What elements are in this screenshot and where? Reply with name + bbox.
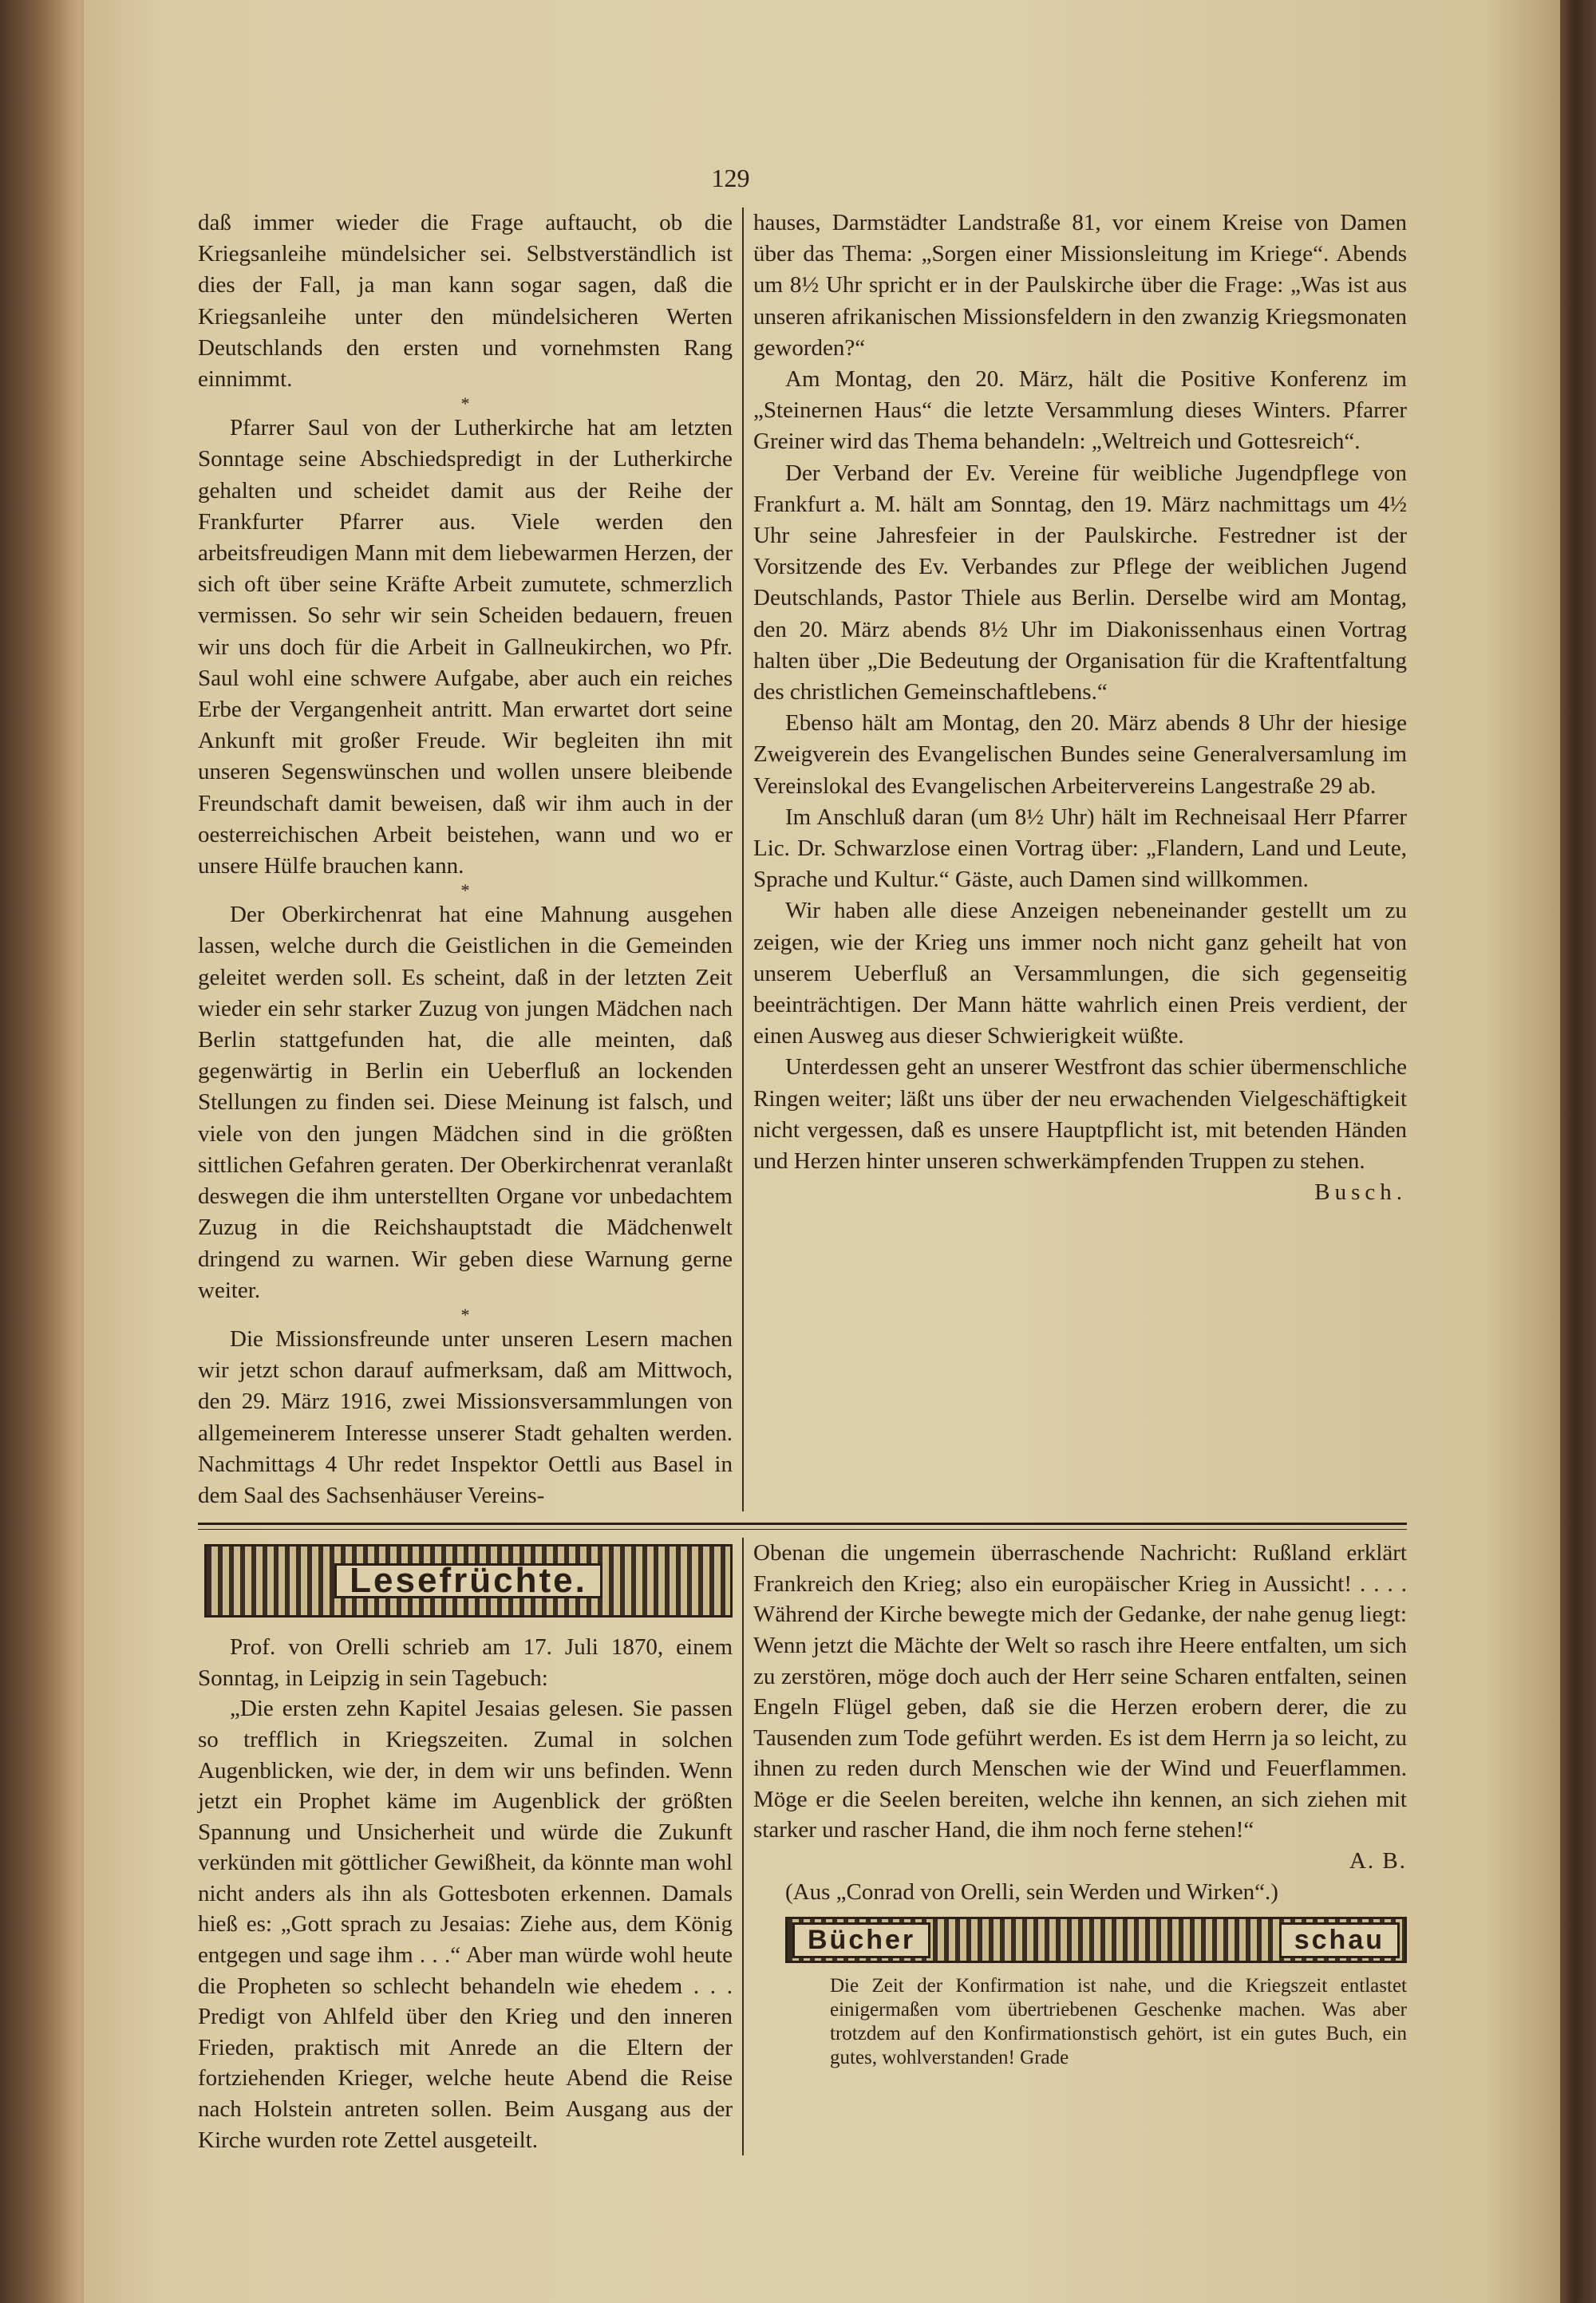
signature: Busch. [1314, 1179, 1407, 1206]
page-number: 129 [711, 164, 750, 192]
paragraph: hauses, Darmstädter Landstraße 81, vor einem Kreise von Damen über das Thema: „Sorgen einer Missionsleitung im Kriege“. Abends um 8½ Uhr spricht er in der Paulskirche über die Frage: „Was ist aus unseren afrikanischen Missionsfeldern in den zwanzig Kriegsmonaten geworden?“ [753, 210, 1407, 361]
separator: * [460, 393, 470, 414]
separator: * [460, 880, 470, 901]
section-rule-thin [198, 1529, 1407, 1530]
paragraph: daß immer wieder die Frage auftaucht, ob die Kriegsanleihe mündelsicher sei. Selbstverständlich ist dies der Fall, ja man kann sogar sagen, daß die Kriegsanleihe unter den mündelsicheren Werten Deutschlands den ersten und vornehmsten Rang einnimmt. [198, 210, 733, 393]
paragraph: Unterdessen geht an unserer Westfront das schier übermenschliche Ringen weiter; läßt uns über der neu erwachenden Vielgeschäftigkeit nicht vergessen, daß es unsere Hauptpflicht ist, mit betenden Händen und Herzen hinter unseren schwerkämpfenden Truppen zu stehen. [753, 1054, 1407, 1175]
banner-title-right: schau [1279, 1922, 1400, 1958]
paragraph: Der Oberkirchenrat hat eine Mahnung ausgehen lassen, welche durch die Geistlichen in die Gemeinden geleitet werden soll. Es scheint, daß in der letzten Zeit wieder ein sehr starker Zuzug von jungen Mädchen nach Berlin stattgefunden hat, die alle meinten, daß gegenwärtig in Berlin ein Ueberfluß an lockenden Stellungen zu finden sei. Diese Meinung ist falsch, und viele von den jungen Mädchen sind in die größten sittlichen Gefahren geraten. Der Oberkirchenrat veranlaßt deswegen die ihm unterstellten Organe vor unbedachtem Zuzug in die Reichshauptstadt die Mädchenwelt dringend zu warnen. Wir geben diese Warnung gerne weiter. [198, 902, 733, 1303]
book-review-text [753, 1974, 1407, 2070]
page-content [198, 0, 1407, 2251]
paragraph: (Aus „Conrad von Orelli, sein Werden und Wirken“.) [785, 1878, 1278, 1905]
paragraph: Wir haben alle diese Anzeigen nebeneinander gestellt um zu zeigen, wie der Krieg uns immer noch nicht ganz geheilt hat von unserem Ueberfluß an Versammlungen, die sich gegenseitig beeinträchtigen. Der Mann hätte wahrlich einen Preis verdient, der einen Ausweg aus dieser Schwierigkeit wüßte. [753, 898, 1407, 1049]
bottom-right-column [744, 1538, 1407, 2070]
paragraph: Pfarrer Saul von der Lutherkirche hat am letzten Sonntage seine Abschiedspredigt in der Lutherkirche gehalten und scheidet damit aus der Reihe der Frankfurter Pfarrer aus. Viele werden den arbeitsfreudigen Mann mit dem liebewarmen Herzen, der sich oft über seine Kräfte Arbeit zumutete, schmerzlich vermissen. So sehr wir sein Scheiden bedauern, freuen wir uns doch für die Arbeit in Gallneukirchen, wo Pfr. Saul wohl eine schwere Aufgabe, aber auch ein reiches Erbe der Vergangenheit antritt. Man erwartet dort seine Ankunft mit großer Freude. Wir begleiten ihn mit unseren Segenswünschen und wollen unsere bleibende Freundschaft damit beweisen, daß wir ihm auch in der oesterreichischen Arbeit beistehen, wann und wo er unsere Hülfe brauchen kann. [198, 415, 733, 879]
banner-title: Lesefrüchte. [334, 1563, 602, 1599]
paragraph: Die Zeit der Konfirmation ist nahe, und die Kriegszeit entlastet einigermaßen vom übertriebenen Geschenke machen. Was aber trotzdem auf den Konfirmationstisch gehört, ist ein gutes Buch, ein gutes, wohlverstanden! Grade [830, 1975, 1407, 2069]
paragraph: Prof. von Orelli schrieb am 17. Juli 1870, einem Sonntag, in Leipzig in sein Tagebuch: [198, 1634, 733, 1691]
banner-title-left: Bücher [792, 1922, 930, 1958]
top-left-column [198, 207, 744, 1511]
bottom-section [198, 1538, 1407, 2155]
section-rule [198, 1523, 1407, 1525]
separator: * [460, 1304, 470, 1325]
paragraph: Ebenso hält am Montag, den 20. März abends 8 Uhr der hiesige Zweigverein des Evangelischen Bundes seine Generalversamlung im Vereinslokal des Evangelischen Arbeitervereins Langestraße 29 ab. [753, 710, 1407, 799]
paragraph: Die Missionsfreunde unter unseren Lesern machen wir jetzt schon darauf aufmerksam, daß am Mittwoch, den 29. März 1916, zwei Missionsversammlungen von allgemeinerem Interesse unserer Stadt gehalten werden. Nachmittags 4 Uhr redet Inspektor Oettli aus Basel in dem Saal des Sachsenhäuser Vereins- [198, 1325, 733, 1508]
paragraph: Am Montag, den 20. März, hält die Positive Konferenz im „Steinernen Haus“ die letzte Versammlung dieses Winters. Pfarrer Greiner wird das Thema behandeln: „Weltreich und Gottesreich“. [753, 366, 1407, 455]
top-section [198, 207, 1407, 1511]
paragraph: Der Verband der Ev. Vereine für weibliche Jugendpflege von Frankfurt a. M. hält am Sonntag, den 19. März nachmittags um 4½ Uhr seine Jahresfeier in der Paulskirche. Festredner ist der Vorsitzende des Ev. Verbandes zur Pflege der weiblichen Jugend Deutschlands, Pastor Thiele aus Berlin. Derselbe wird am Montag, den 20. März abends 8½ Uhr im Diakonissenhaus einen Vortrag halten über „Die Bedeutung der Organisation für die Kraftentfaltung des christlichen Gemeinschaftlebens.“ [753, 460, 1407, 705]
paragraph: Obenan die ungemein überraschende Nachricht: Rußland erklärt Frankreich den Krieg; also ein europäischer Krieg in Aussicht! . . . . Während der Kirche bewegte mich der Gedanke, der nahe genug liegt: Wenn jetzt die Mächte der Welt so rasch ihre Heere entfalten, um sich zu zerstören, möge doch auch der Herr seine Scharen entfalten, seinen Engeln Flügel geben, daß sie die Herzen erobern derer, die zu Tausenden zum Tode geführt werden. Es ist dem Herrn ja so leicht, zu ihnen zu reden durch Menschen wie der Wind und Feuerflammen. Möge er die Seelen bereiten, welche ihn kennen, an sich ziehen mit starker und rascher Hand, die ihm noch ferne stehen!“ [753, 1540, 1407, 1843]
book-gutter-left [0, 0, 88, 2303]
top-right-column [744, 207, 1407, 1209]
paragraph: Im Anschluß daran (um 8½ Uhr) hält im Rechneisaal Herr Pfarrer Lic. Dr. Schwarzlose einen Vortrag über: „Flandern, Land und Leute, Sprache und Kultur.“ Gäste, auch Damen sind willkommen. [753, 804, 1407, 893]
bottom-left-column [198, 1538, 744, 2155]
buecherschau-banner [785, 1917, 1407, 1963]
book-binding-right [1560, 0, 1596, 2303]
lesefruechte-banner [204, 1544, 733, 1618]
paragraph: „Die ersten zehn Kapitel Jesaias gelesen. Sie passen so trefflich in Kriegszeiten. Zumal in solchen Augenblicken, wie der, in dem wir uns befinden. Wenn jetzt ein Prophet käme im Augenblick der größten Spannung und Unsicherheit und würde die Zukunft verkünden mit göttlicher Gewißheit, da könnte man wohl nicht anders als ihn als Gottesboten erkennen. Damals hieß es: „Gott sprach zu Jesaias: Ziehe aus, dem König entgegen und sage ihm . . .“ Aber man würde wohl heute die Propheten so schlecht behandeln wie ehedem . . . Predigt von Ahlfeld über den Krieg und den inneren Frieden, praktisch mit Anrede an die Eltern der fortziehenden Krieger, welche heute Abend die Reise nach Holstein antreten sollen. Beim Ausgang aus der Kirche wurden rote Zettel ausgeteilt. [198, 1696, 733, 2153]
signature: A. B. [1349, 1848, 1407, 1874]
